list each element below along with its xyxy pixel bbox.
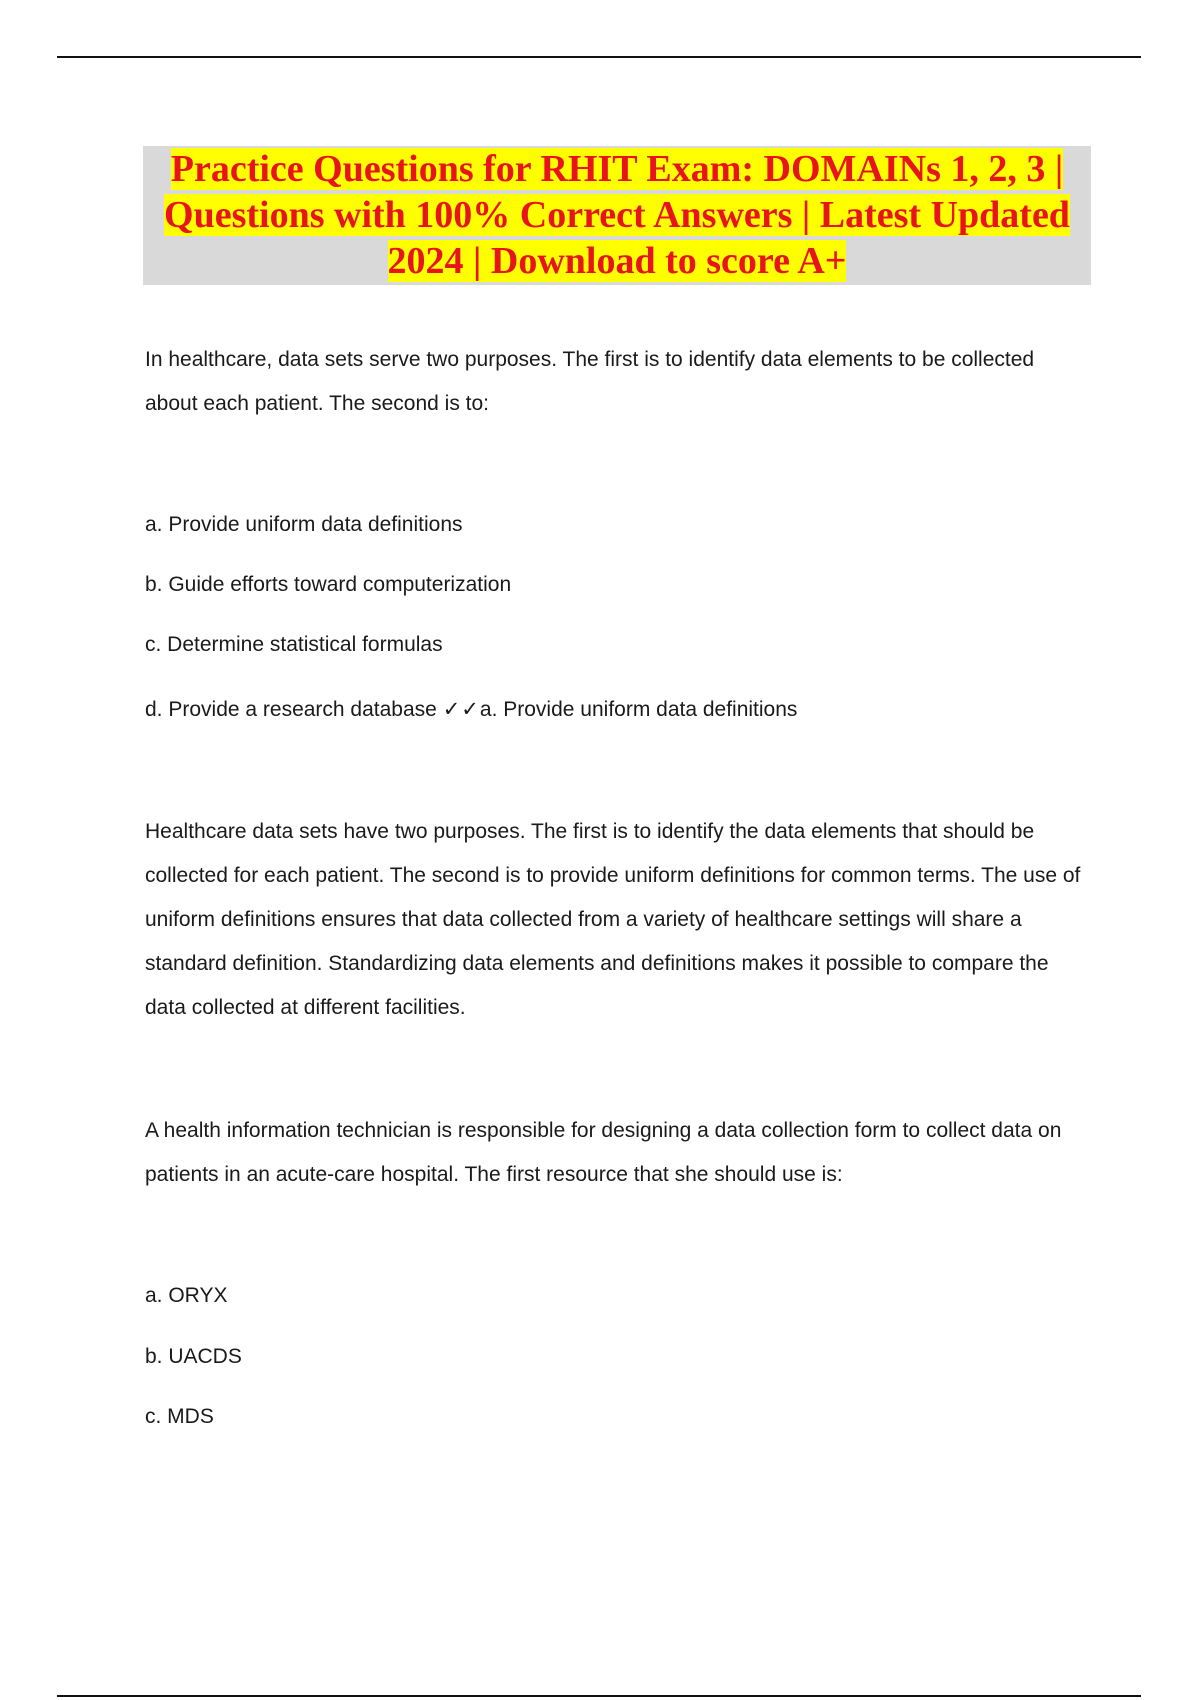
question-1-option-b: b. Guide efforts toward computerization xyxy=(145,573,512,596)
question-1-option-d: d. Provide a research database xyxy=(145,698,437,721)
checkmark-icon: ✓✓ xyxy=(442,698,480,721)
question-2-option-b: b. UACDS xyxy=(145,1345,242,1368)
question-1-option-c: c. Determine statistical formulas xyxy=(145,633,443,656)
bottom-rule xyxy=(57,1695,1141,1697)
question-2-option-c: c. MDS xyxy=(145,1405,214,1428)
question-1-explanation: Healthcare data sets have two purposes. The first is to identify the data elements that should be collected for each patient. The second is to provide uniform definitions for common terms. The use of uniform definitions ensures that data collected from a variety of healthcare settings will share a standard definition. Standardizing data elements and definitions makes it possible to compare the data collected at different facilities. xyxy=(145,820,1081,1019)
top-rule xyxy=(57,56,1141,58)
document-title: Practice Questions for RHIT Exam: DOMAINs 1, 2, 3 | Questions with 100% Correct Answers | Latest Updated 2024 | Download to score A+ xyxy=(164,148,1070,282)
question-1-answer: a. Provide uniform data definitions xyxy=(479,698,798,721)
question-2-option-a: a. ORYX xyxy=(145,1284,228,1307)
question-1-option-d-with-answer xyxy=(145,695,797,725)
question-2-prompt: A health information technician is responsible for designing a data collection form to collect data on patients in an acute-care hospital. The first resource that she should use is: xyxy=(145,1119,1062,1186)
question-1-prompt: In healthcare, data sets serve two purposes. The first is to identify data elements to be collected about each patient. The second is to: xyxy=(145,348,1035,415)
question-1-option-a: a. Provide uniform data definitions xyxy=(145,513,463,536)
